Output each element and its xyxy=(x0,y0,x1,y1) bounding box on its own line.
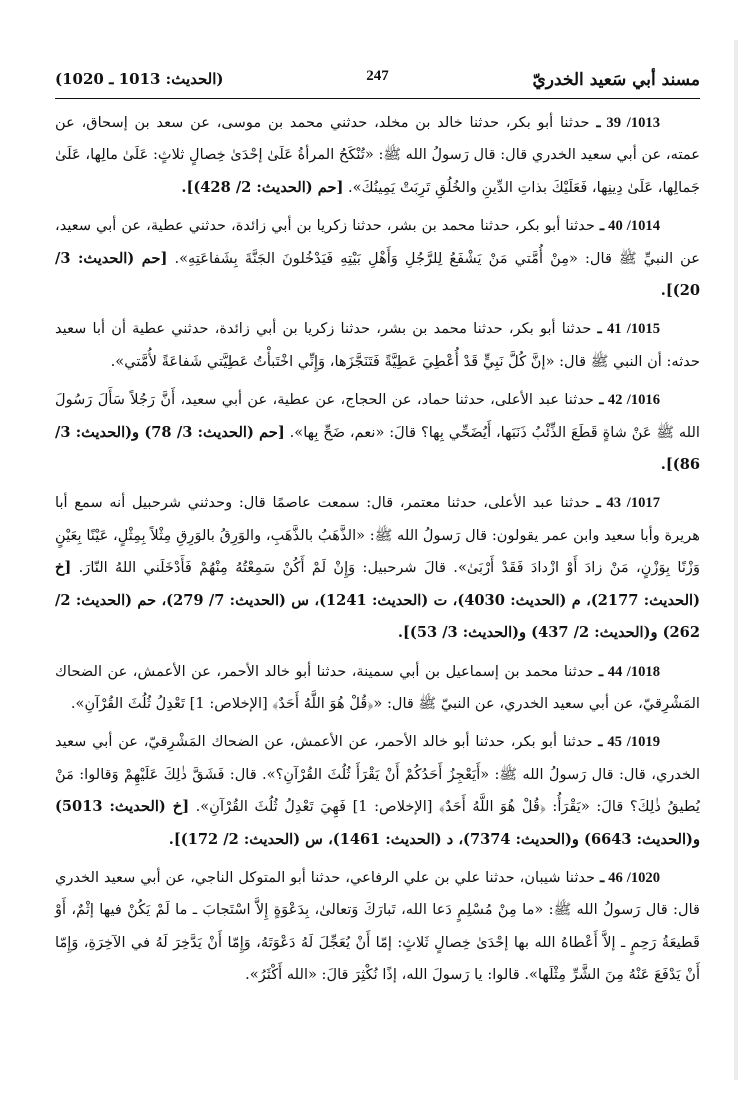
page-header xyxy=(55,66,700,96)
hadith-reference: [خ (الحديث: 5013) و(الحديث: 6643) و(الحديث: 7374)، د (الحديث: 1461)، س (الحديث: 2/ 172)]. xyxy=(55,798,700,848)
page-number: 247 xyxy=(366,68,389,84)
hadith-reference: [خ (الحديث: 2177)، م (الحديث: 4030)، ت (الحديث: 1241)، س (الحديث: 7/ 279)، حم (الحديث: 2/ 262) و(الحديث: 2/ 437) و(الحديث: 3/ 53)]. xyxy=(55,559,700,642)
hadith-number: 1013/ 39 ـ xyxy=(596,115,660,131)
hadith-number: 1015/ 41 ـ xyxy=(597,321,660,338)
hadith-text: حدثنا شيبان، حدثنا علي بن علي الرفاعي، حدثنا أبو المتوكل الناجي، عن أبي سعيد الخدري قال: قال رَسولُ الله ﷺ: «ما مِنْ مُسْلِمٍ دَعا الله، تَبارَكَ وَتعالىٰ، بِدَعْوَةٍ إِلاَّ اسْتَجابَ ـ ما لَمْ يَكُنْ فيها إثْمٌ، أَوْ قَطيعَةُ رَحِمٍ ـ إلاَّ أَعْطاهُ الله بها إحْدَىٰ خِصالٍ ثَلاثٍ: إمّا أَنْ يُعَجِّلَ لَهُ دَعْوَتَهُ، وَإِمّا أَنْ يَدَّخِرَ لَهُ في الآخِرَةِ، وَإِمّا أَنْ يَدْفَعَ عَنْهُ مِنَ الشَّرِّ مِثْلَها». قالوا: يا رَسولَ الله، إذًا نُكْثِرَ قالَ: «الله أَكْثَرُ». xyxy=(55,868,700,984)
hadith-1020 xyxy=(55,862,700,992)
hadith-1016 xyxy=(55,384,700,481)
page-edge-shadow xyxy=(734,40,738,1080)
hadith-range: (الحديث: 1013 ـ 1020) xyxy=(55,70,224,88)
hadith-number: 1019/ 45 ـ xyxy=(598,734,660,751)
hadith-1017 xyxy=(55,487,700,649)
hadith-reference: [حم (الحديث: 2/ 428)]. xyxy=(181,178,344,196)
hadith-reference: [حم (الحديث: 3/ 20)]. xyxy=(55,249,700,300)
hadith-1013 xyxy=(55,107,700,204)
hadith-1018 xyxy=(55,656,700,721)
hadith-number: 1016/ 42 ـ xyxy=(599,392,660,409)
hadith-reference: [حم (الحديث: 3/ 78) و(الحديث: 3/ 86)]. xyxy=(55,423,700,474)
hadith-number: 1017/ 43 ـ xyxy=(596,495,661,512)
hadith-text: حدثنا عبد الأعلى، حدثنا معتمر، قال: سمعت عاصمًا قال: وحدثني شرحبيل أنه سمع أبا هريرة وأبا سعيد وابن عمر يقولون: قال رَسولُ الله ﷺ: «الذَّهَبُ بالذَّهَبِ، والوَرِقُ بالوَرِقِ مِثْلاً بِمِثْلٍ، عَيْنًا بِعَيْنٍ وَزْنًا بِوَزْنٍ، مَنْ زادَ أَوْ ازْدادَ فَقَدْ أَرْبَىٰ». قالَ شرحبيل: وَإِنْ لَمْ أَكُنْ سَمِعْتُهُ مِنْهُمْ فَأَدْخَلَني اللهُ النّارَ. xyxy=(55,494,701,577)
hadith-text: حدثنا عبد الأعلى، حدثنا حماد، عن الحجاج، عن عطية، عن أبي سعيد، أَنَّ رَجُلاً سَأَلَ رَسُولَ الله ﷺ عَنْ شاةٍ قَطَعَ الذِّئْبُ ذَنَبَها، أَيُضَحِّي بِها؟ قالَ: «نعم، ضَحِّ بِها». xyxy=(55,391,700,441)
hadith-1014 xyxy=(55,210,700,307)
hadith-1015 xyxy=(55,313,700,378)
hadith-text: حدثنا محمد بن إسماعيل بن أبي سمينة، حدثنا أبو خالد الأحمر، عن الأعمش، عن الضحاك المَشْرِقيّ، عن أبي سعيد الخدري، عن النبيّ ﷺ قال: «﴿قُلْ هُوَ اللَّهُ أَحَدٌ﴾ [الإخلاص: 1] تَعْدِلُ ثُلُثَ القُرْآنِ». xyxy=(55,662,700,712)
hadith-text: حدثنا أبو بكر، حدثنا أبو خالد الأحمر، عن الأعمش، عن الضحاك المَشْرِقيّ، عن أبي سعيد الخدري، قال: قال رَسولُ الله ﷺ: «أَيَعْجِزُ أَحَدُكُمْ أَنْ يَقْرَأَ ثُلُثَ القُرْآنِ؟». قال: فَشَقَّ ذٰلِكَ عَلَيْهِمْ وَقالوا: مَنْ يُطيقُ ذٰلِكَ؟ قالَ: «يَقْرَأُ: ﴿قُلْ هُوَ اللَّهُ أَحَدٌ﴾ [الإخلاص: 1] فَهِيَ تَعْدِلُ ثُلُثَ القُرْآنِ». xyxy=(55,733,700,816)
page-body xyxy=(55,107,700,998)
hadith-text: حدثنا أبو بكر، حدثنا خالد بن مخلد، حدثني محمد بن موسى، عن سعد بن إسحاق، عن عمته، عن أبي سعيد الخدري قال: قال رَسولُ الله ﷺ: «تُنْكَحُ المرأةُ عَلَىٰ إحْدَىٰ خِصالٍ ثلاثٍ: عَلَىٰ مالِها، عَلَىٰ جَمالِها، عَلَىٰ دِينِها، فَعَلَيْكَ بذاتِ الدِّينِ والخُلُقِ تَرِبَتْ يَمِينُكَ». xyxy=(55,114,700,196)
hadith-number: 1020/ 46 ـ xyxy=(600,869,661,886)
hadith-number: 1014/ 40 ـ xyxy=(599,218,660,235)
hadith-1019 xyxy=(55,726,700,856)
book-title: مسند أبي سَعيد الخدريّ xyxy=(532,70,700,90)
hadith-number: 1018/ 44 ـ xyxy=(598,663,661,680)
hadith-text: حدثنا أبو بكر، حدثنا محمد بن بشر، حدثنا زكريا بن أبي زائدة، حدثني عطية أن أبا سعيد حدثه: أن النبي ﷺ قال: «إنَّ كُلَّ نَبِيٍّ قَدْ أُعْطِيَ عَطِيَّةً فَتَنَجَّزَها، وَإِنِّي اخْتَبأْتُ عَطِيَّتي شَفاعَةً لأُمَّتي». xyxy=(55,320,700,370)
header-rule xyxy=(55,98,700,99)
hadith-text: حدثنا أبو بكر، حدثنا محمد بن بشر، حدثنا زكريا بن أبي زائدة، حدثني عطية، عن أبي سعيد، عن النبيِّ ﷺ قال: «مِنْ أُمَّتي مَنْ يَشْفَعُ لِلرَّجُلِ وَأَهْلِ بَيْتِهِ فَيَدْخُلونَ الجَنَّةَ بِشَفاعَتِهِ». xyxy=(55,217,700,267)
